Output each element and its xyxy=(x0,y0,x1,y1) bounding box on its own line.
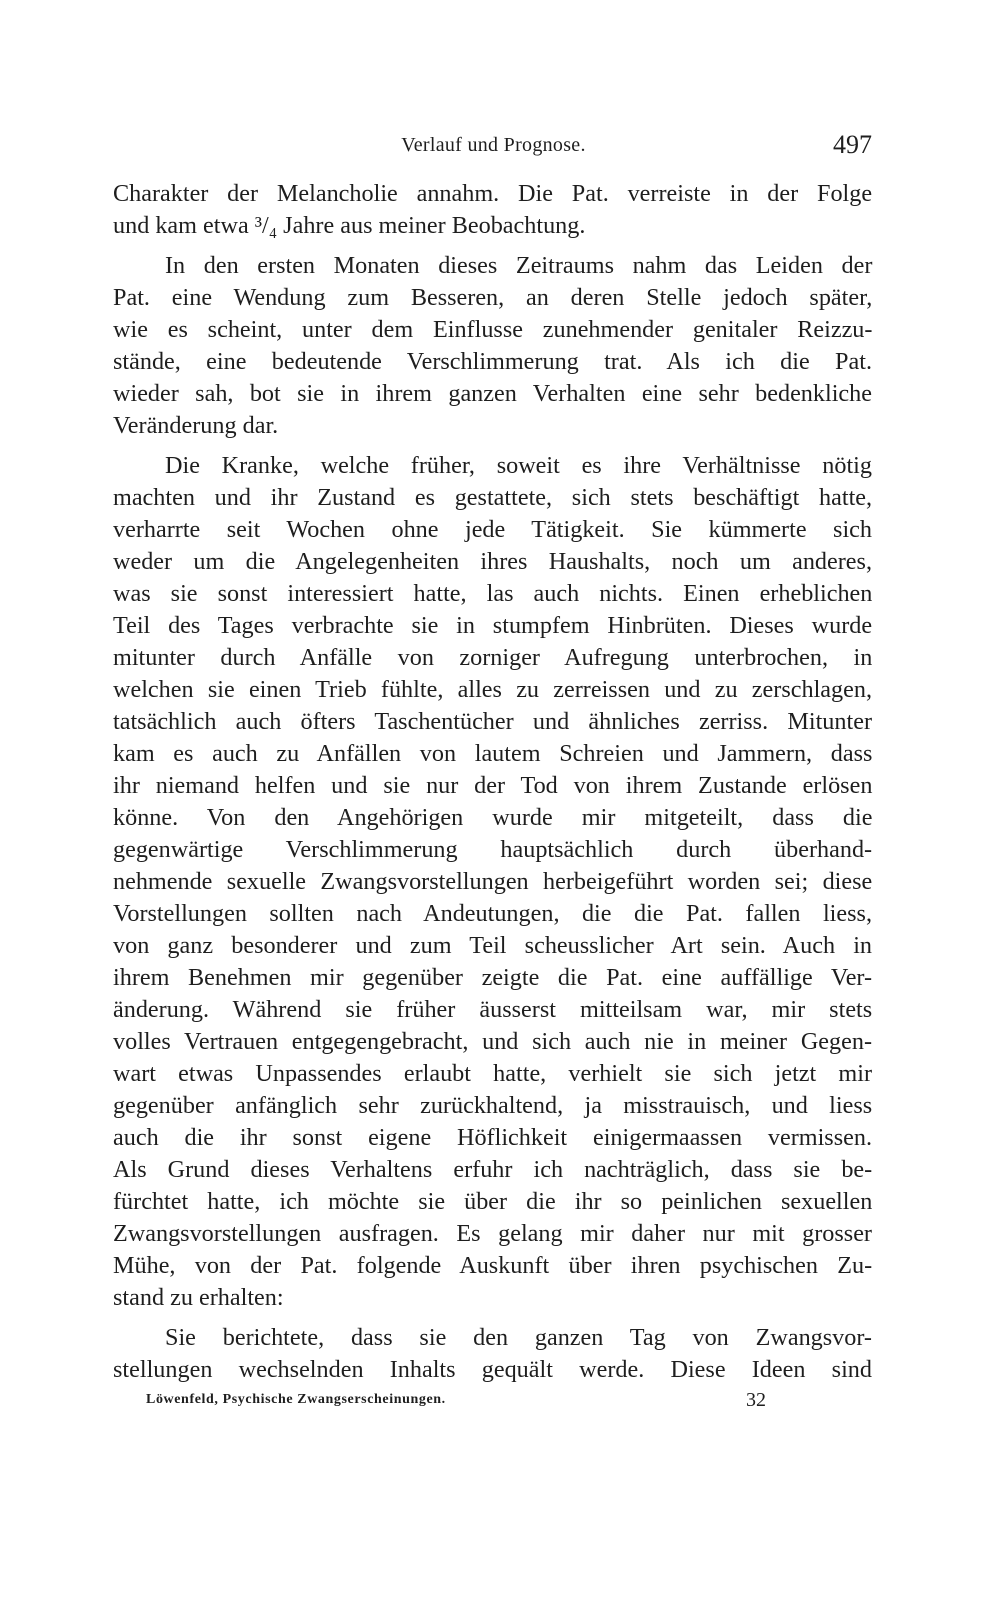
text-line: gegenüber anfänglich sehr zurückhaltend, ja misstrauisch, und liess xyxy=(113,1092,873,1119)
paragraph xyxy=(113,1322,872,1386)
text-line: Pat. eine Wendung zum Besseren, an deren Stelle jedoch später, xyxy=(113,284,873,311)
text-line: wie es scheint, unter dem Einflusse zunehmender genitaler Reizzu- xyxy=(113,316,873,343)
text-line: Sie berichtete, dass sie den ganzen Tag von Zwangsvor- xyxy=(165,1324,872,1351)
text-line: gegenwärtige Verschlimmerung hauptsächlich durch überhand- xyxy=(113,836,873,863)
text-line: verharrte seit Wochen ohne jede Tätigkeit. Sie kümmerte sich xyxy=(113,516,872,543)
text-line: Zwangsvorstellungen ausfragen. Es gelang mir daher nur mit grosser xyxy=(113,1220,872,1247)
text-line: ihr niemand helfen und sie nur der Tod von ihrem Zustande erlösen xyxy=(113,772,873,799)
text-line: stellungen wechselnden Inhalts gequält werde. Diese Ideen sind xyxy=(113,1356,872,1383)
text-line: und kam etwa ³/₄ Jahre aus meiner Beobachtung. xyxy=(113,212,586,239)
text-line: volles Vertrauen entgegengebracht, und sich auch nie in meiner Gegen- xyxy=(113,1028,872,1055)
text-line: stände, eine bedeutende Verschlimmerung trat. Als ich die Pat. xyxy=(113,348,872,375)
text-line: könne. Von den Angehörigen wurde mir mitgeteilt, dass die xyxy=(113,804,873,831)
footer-citation: Löwenfeld, Psychische Zwangserscheinungen. xyxy=(146,1392,446,1407)
running-header xyxy=(115,130,872,164)
text-line: änderung. Während sie früher äusserst mitteilsam war, mir stets xyxy=(113,996,873,1023)
text-line: In den ersten Monaten dieses Zeitraums nahm das Leiden der xyxy=(165,252,873,279)
text-line: wieder sah, bot sie in ihrem ganzen Verhalten eine sehr bedenkliche xyxy=(113,380,872,407)
text-line: machten und ihr Zustand es gestattete, sich stets beschäftigt hatte, xyxy=(113,484,873,511)
text-line: Mühe, von der Pat. folgende Auskunft über ihren psychischen Zu- xyxy=(113,1252,873,1279)
text-line: kam es auch zu Anfällen von lautem Schreien und Jammern, dass xyxy=(113,740,873,767)
text-line: tatsächlich auch öfters Taschentücher und ähnliches zerriss. Mitunter xyxy=(113,708,872,735)
sheet-number: 32 xyxy=(746,1389,766,1411)
text-line: Charakter der Melancholie annahm. Die Pat. verreiste in der Folge xyxy=(113,180,873,207)
paragraph xyxy=(113,178,872,242)
text-line: nehmende sexuelle Zwangsvorstellungen herbeigeführt worden sei; diese xyxy=(113,868,873,895)
paragraph xyxy=(113,450,872,1314)
text-line: weder um die Angelegenheiten ihres Haushalts, noch um anderes, xyxy=(113,548,872,575)
text-line: welchen sie einen Trieb fühlte, alles zu zerreissen und zu zerschlagen, xyxy=(113,676,873,703)
text-line: von ganz besonderer und zum Teil scheusslicher Art sein. Auch in xyxy=(113,932,873,959)
text-line: fürchtet hatte, ich möchte sie über die ihr so peinlichen sexuellen xyxy=(113,1188,873,1215)
paragraph xyxy=(113,250,872,442)
running-title: Verlauf und Prognose. xyxy=(401,134,586,156)
page-number: 497 xyxy=(833,130,872,159)
text-line: was sie sonst interessiert hatte, las auch nichts. Einen erheblichen xyxy=(113,580,873,607)
text-line: Vorstellungen sollten nach Andeutungen, die die Pat. fallen liess, xyxy=(113,900,872,927)
text-line: wart etwas Unpassendes erlaubt hatte, verhielt sie sich jetzt mir xyxy=(113,1060,872,1087)
text-line: Als Grund dieses Verhaltens erfuhr ich nachträglich, dass sie be- xyxy=(113,1156,873,1183)
text-line: mitunter durch Anfälle von zorniger Aufregung unterbrochen, in xyxy=(113,644,873,671)
text-line: ihrem Benehmen mir gegenüber zeigte die Pat. eine auffällige Ver- xyxy=(113,964,873,991)
text-line: stand zu erhalten: xyxy=(113,1284,284,1311)
text-line: Veränderung dar. xyxy=(113,412,279,439)
text-line: Die Kranke, welche früher, soweit es ihre Verhältnisse nötig xyxy=(165,452,872,479)
body-text xyxy=(113,178,872,1386)
footer xyxy=(146,1389,766,1415)
text-line: Teil des Tages verbrachte sie in stumpfem Hinbrüten. Dieses wurde xyxy=(113,612,873,639)
text-line: auch die ihr sonst eigene Höflichkeit einigermaassen vermissen. xyxy=(113,1124,872,1151)
